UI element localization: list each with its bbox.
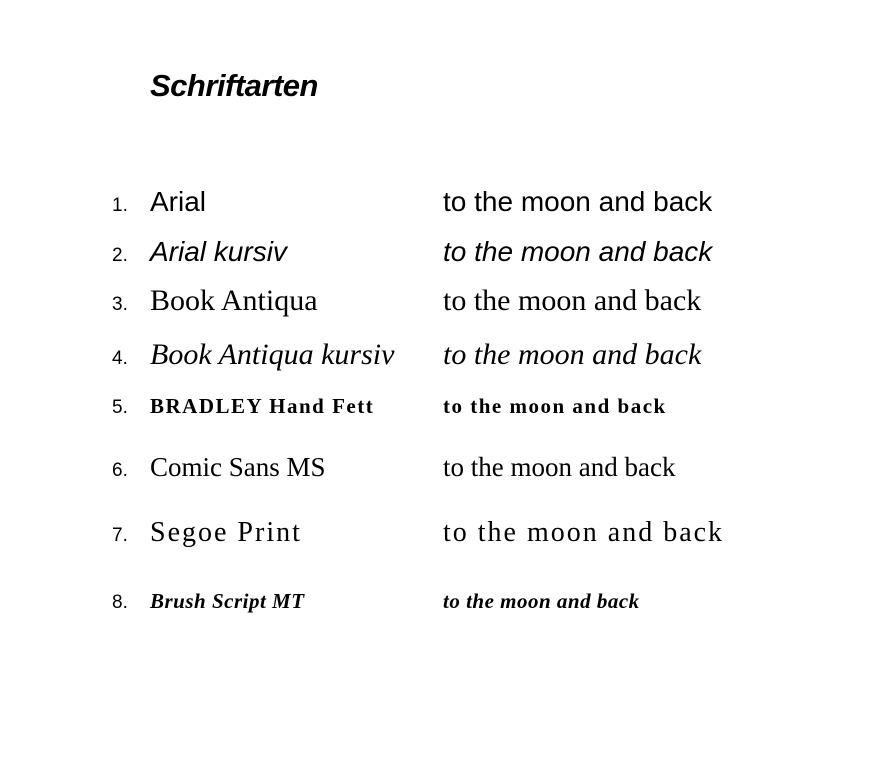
sample-text: to the moon and back (443, 452, 676, 482)
font-name: Book Antiqua (150, 284, 318, 317)
list-number: 7. (112, 525, 128, 546)
sample-text: to the moon and back (443, 517, 725, 548)
font-sample-row (112, 186, 712, 218)
font-sample-row (112, 394, 667, 419)
font-name: Book Antiqua kursiv (150, 338, 395, 371)
font-name: BRADLEY Hand Fett (150, 394, 375, 418)
font-sample-row (112, 338, 701, 372)
font-name: Arial (150, 186, 207, 217)
sample-text: to the moon and back (443, 186, 713, 217)
list-number: 6. (112, 460, 128, 481)
font-sample-row (112, 236, 712, 268)
sample-text: to the moon and back (443, 394, 667, 418)
list-number: 8. (112, 592, 128, 613)
font-sample-row (112, 589, 640, 614)
list-number: 1. (112, 195, 128, 216)
list-number: 3. (112, 294, 128, 315)
font-name: Arial kursiv (150, 236, 287, 267)
list-number: 2. (112, 245, 128, 266)
font-name: Brush Script MT (150, 589, 305, 613)
font-name: Segoe Print (150, 517, 302, 548)
list-number: 5. (112, 397, 128, 418)
font-sample-row (112, 284, 701, 318)
list-number: 4. (112, 348, 128, 369)
font-sample-row (112, 452, 675, 483)
font-name: Comic Sans MS (150, 452, 326, 482)
sample-text: to the moon and back (443, 338, 702, 371)
page-title: Schriftarten (150, 68, 318, 103)
sample-text: to the moon and back (443, 284, 702, 317)
sample-text: to the moon and back (443, 589, 640, 613)
sample-text: to the moon and back (443, 236, 713, 267)
font-sample-row (112, 517, 724, 549)
